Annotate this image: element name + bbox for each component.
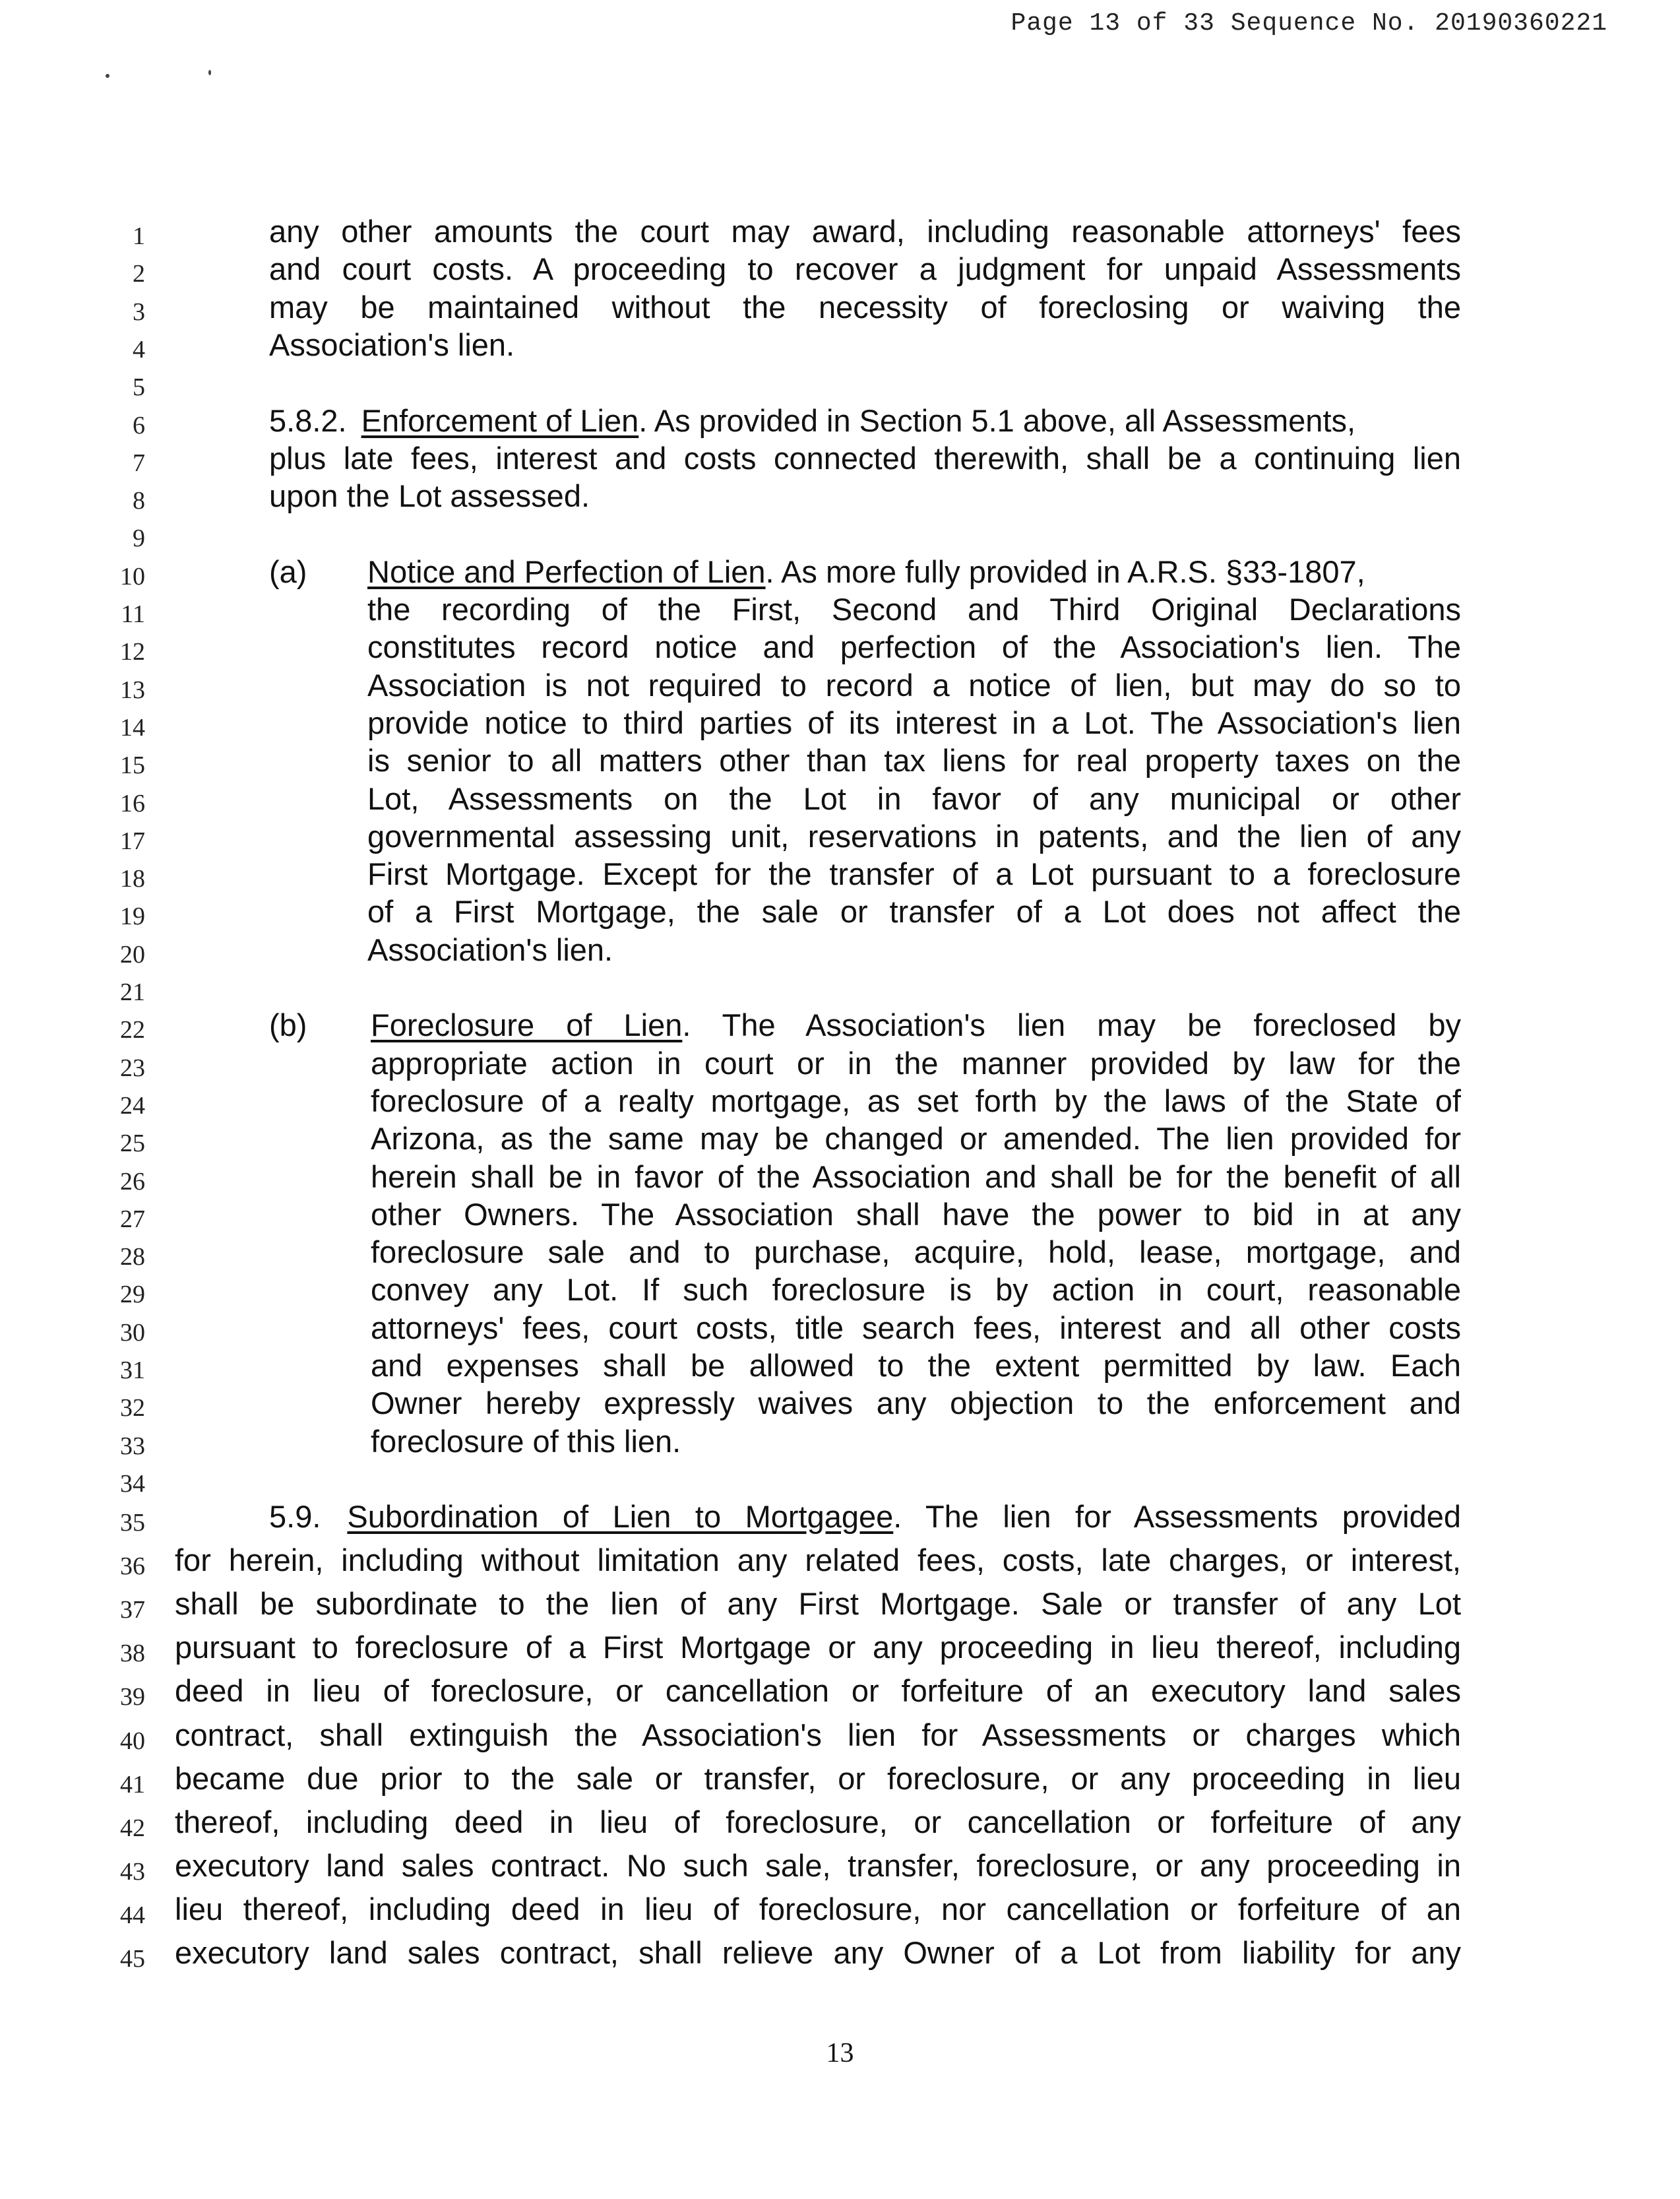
line-number: 30 [120, 1318, 145, 1347]
text-line: the recording of the First, Second and Third Original Declarations [367, 592, 1461, 627]
text-line: contract, shall extinguish the Association's lien for Assessments or charges which [175, 1717, 1461, 1752]
text-line: and court costs. A proceeding to recover a judgment for unpaid Assessments [269, 251, 1461, 287]
line-number: 9 [133, 525, 145, 553]
line-number: 16 [120, 789, 145, 817]
subsection-heading: Foreclosure of Lien [371, 1007, 683, 1043]
text-line: convey any Lot. If such foreclosure is by action in court, reasonable [371, 1272, 1461, 1308]
line-number: 6 [133, 411, 145, 439]
line-number: 27 [120, 1205, 145, 1233]
text-line: Lot, Assessments on the Lot in favor of any municipal or other [367, 781, 1461, 816]
line-number: 24 [120, 1091, 145, 1120]
subsection-label-b: (b) [269, 1007, 307, 1043]
line-number: 10 [120, 562, 145, 590]
text-line: foreclosure of a realty mortgage, as set forth by the laws of the State of [371, 1083, 1461, 1118]
text-line: any other amounts the court may award, including reasonable attorneys' fees [269, 214, 1461, 249]
text-line: and expenses shall be allowed to the extent permitted by law. Each [371, 1348, 1461, 1383]
page-number: 13 [826, 2038, 854, 2068]
line-number: 8 [133, 487, 145, 515]
text-line: Owner hereby expressly waives any objection to the enforcement and [371, 1386, 1461, 1421]
line-number: 17 [120, 827, 145, 855]
text-line: executory land sales contract. No such sale, transfer, foreclosure, or any proceeding in [175, 1847, 1461, 1883]
text-line: became due prior to the sale or transfer, or foreclosure, or any proceeding in lieu [175, 1760, 1461, 1796]
line-number: 13 [120, 676, 145, 704]
line-number: 28 [120, 1243, 145, 1271]
line-number: 12 [120, 638, 145, 666]
subsection-label-a: (a) [269, 554, 307, 589]
subsection-text: . As more fully provided in A.R.S. §33-1807, [765, 554, 1365, 589]
line-number: 7 [133, 449, 145, 477]
text-line: Arizona, as the same may be changed or amended. The lien provided for [371, 1121, 1461, 1157]
line-number: 45 [120, 1945, 145, 1973]
subsection-a-heading-line [367, 556, 1461, 587]
subsection-b-heading-line [371, 1007, 1461, 1043]
text-line: plus late fees, interest and costs connected therewith, shall be a continuing lien [269, 440, 1461, 476]
section-heading: Subordination of Lien to Mortgagee [347, 1499, 894, 1534]
line-number: 11 [121, 600, 145, 628]
section-5-9-heading-line [269, 1501, 1461, 1532]
section-heading: Enforcement of Lien [361, 402, 639, 438]
line-number: 39 [120, 1683, 145, 1711]
subsection-heading: Notice and Perfection of Lien [367, 554, 766, 589]
line-number: 29 [120, 1281, 145, 1309]
line-number: 4 [133, 335, 145, 364]
text-line: pursuant to foreclosure of a First Mortgage or any proceeding in lieu thereof, including [175, 1630, 1461, 1665]
line-number: 33 [120, 1432, 145, 1460]
section-number: 5.8.2. [269, 402, 347, 438]
line-number: 14 [120, 713, 145, 742]
line-number: 43 [120, 1857, 145, 1886]
line-number: 18 [120, 865, 145, 893]
text-line: thereof, including deed in lieu of foreclosure, or cancellation or forfeiture of any [175, 1804, 1461, 1839]
line-number: 40 [120, 1727, 145, 1755]
line-number: 1 [133, 222, 145, 250]
text-line: upon the Lot assessed. [269, 478, 590, 514]
line-number: 26 [120, 1167, 145, 1195]
text-line: provide notice to third parties of its interest in a Lot. The Association's lien [367, 705, 1461, 740]
line-number: 37 [120, 1596, 145, 1624]
text-line: lieu thereof, including deed in lieu of foreclosure, nor cancellation or forfeiture of an [175, 1891, 1461, 1927]
line-number: 5 [133, 373, 145, 402]
line-number: 35 [120, 1509, 145, 1537]
line-number: 31 [120, 1356, 145, 1384]
line-number: 22 [120, 1016, 145, 1044]
text-line: governmental assessing unit, reservations in patents, and the lien of any [367, 818, 1461, 854]
scan-speck [106, 74, 109, 78]
section-number: 5.9. [269, 1499, 321, 1534]
section-text: . As provided in Section 5.1 above, all Assessments, [638, 402, 1356, 438]
line-number: 36 [120, 1552, 145, 1581]
page-header: Page 13 of 33 Sequence No. 20190360221 [1011, 9, 1607, 38]
text-line: herein shall be in favor of the Association and shall be for the benefit of all [371, 1159, 1461, 1194]
line-number: 25 [120, 1130, 145, 1158]
text-line: constitutes record notice and perfection of the Association's lien. The [367, 629, 1461, 665]
line-number: 42 [120, 1814, 145, 1842]
text-line: attorneys' fees, court costs, title search fees, interest and all other costs [371, 1310, 1461, 1345]
text-line: Association's lien. [367, 932, 613, 967]
line-number: 32 [120, 1394, 145, 1422]
text-line: of a First Mortgage, the sale or transfer of a Lot does not affect the [367, 894, 1461, 930]
text-line: foreclosure of this lien. [371, 1423, 681, 1459]
line-number: 19 [120, 903, 145, 931]
line-number: 20 [120, 940, 145, 969]
text-line: Association's lien. [269, 327, 515, 362]
section-5-8-2-heading-line [269, 402, 1461, 438]
text-line: foreclosure sale and to purchase, acquire, hold, lease, mortgage, and [371, 1234, 1461, 1270]
text-line: for herein, including without limitation any related fees, costs, late charges, or interest, [175, 1543, 1461, 1578]
line-number: 44 [120, 1901, 145, 1929]
text-line: executory land sales contract, shall relieve any Owner of a Lot from liability for any [175, 1935, 1461, 1970]
line-number: 41 [120, 1770, 145, 1799]
line-number: 23 [120, 1054, 145, 1082]
line-number: 3 [133, 298, 145, 326]
text-line: is senior to all matters other than tax liens for real property taxes on the [367, 743, 1461, 779]
text-line: deed in lieu of foreclosure, or cancellation or forfeiture of an executory land sales [175, 1673, 1461, 1709]
text-line: other Owners. The Association shall have the power to bid in at any [371, 1196, 1461, 1232]
text-line: may be maintained without the necessity of foreclosing or waiving the [269, 289, 1461, 325]
text-line: First Mortgage. Except for the transfer of a Lot pursuant to a foreclosure [367, 856, 1461, 892]
subsection-text: . The Association's lien may be foreclosed by [682, 1007, 1461, 1043]
scan-speck [208, 70, 211, 75]
section-text: . The lien for Assessments provided [893, 1499, 1461, 1534]
text-line: appropriate action in court or in the manner provided by law for the [371, 1045, 1461, 1081]
text-line: shall be subordinate to the lien of any First Mortgage. Sale or transfer of any Lot [175, 1586, 1461, 1622]
line-number: 34 [120, 1469, 145, 1498]
line-number: 21 [120, 978, 145, 1006]
text-line: Association is not required to record a notice of lien, but may do so to [367, 667, 1461, 703]
line-number: 15 [120, 751, 145, 780]
line-number: 2 [133, 260, 145, 288]
line-number: 38 [120, 1640, 145, 1668]
